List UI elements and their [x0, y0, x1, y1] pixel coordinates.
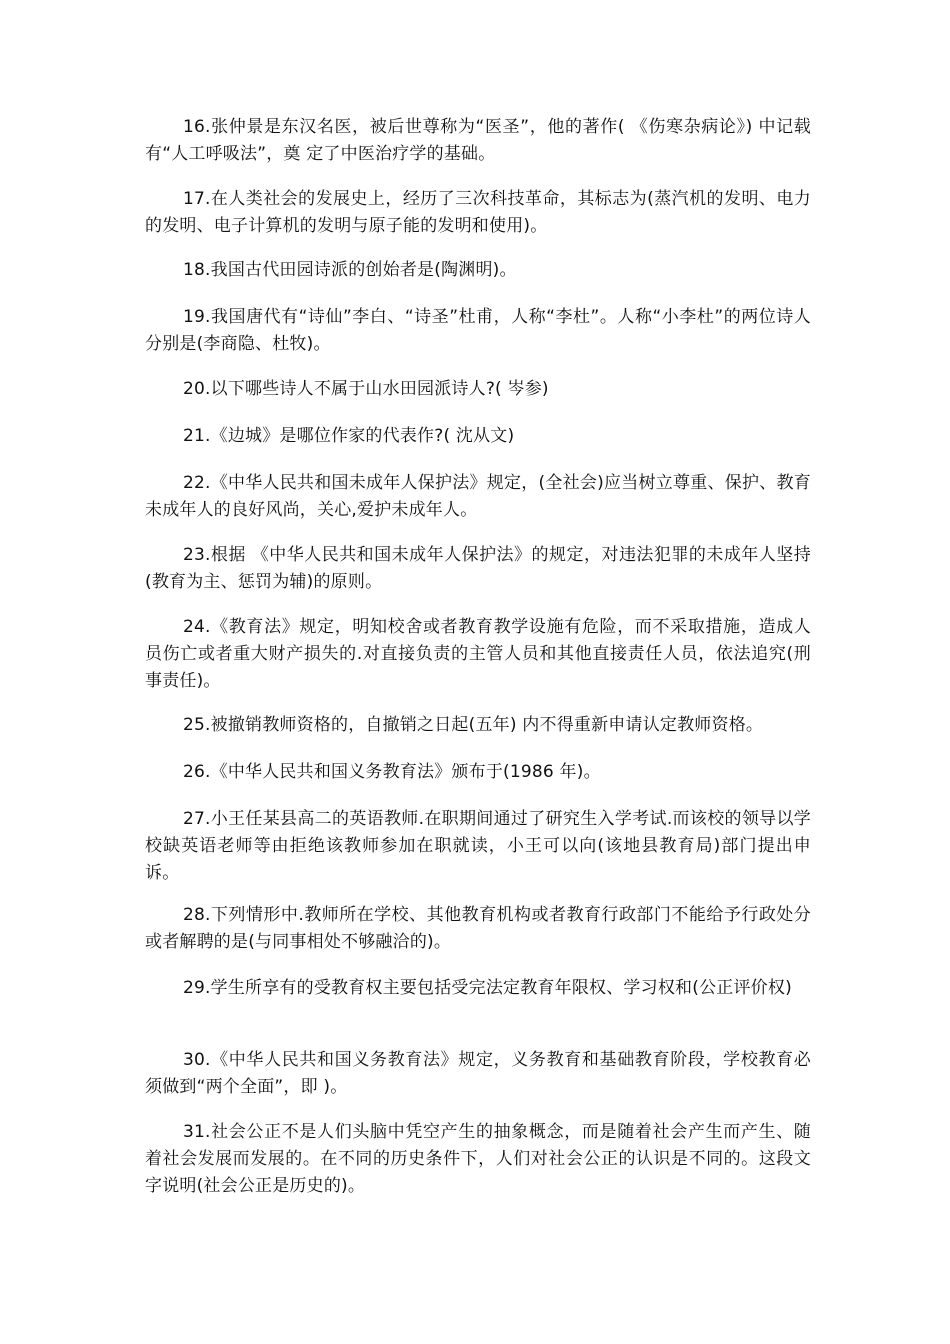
- question-23: 23.根据 《中华人民共和国未成年人保护法》的规定，对违法犯罪的未成年人坚持(教育为主、惩罚为辅)的原则。: [145, 545, 811, 592]
- question-31: 31.社会公正不是人们头脑中凭空产生的抽象概念，而是随着社会产生而产生、随着社会发展而发展的。在不同的历史条件下，人们对社会公正的认识是不同的。这段文字说明(社会公正是历史的)。: [145, 1122, 811, 1196]
- question-20: 20.以下哪些诗人不属于山水田园派诗人?( 岑参): [183, 379, 549, 399]
- question-16: 16.张仲景是东汉名医，被后世尊称为“医圣”，他的著作( 《伤寒杂病论》) 中记载有“人工呼吸法”，奠 定了中医治疗学的基础。: [145, 117, 811, 164]
- question-19: 19.我国唐代有“诗仙”李白、“诗圣”杜甫，人称“李杜”。人称“小李杜”的两位诗人分别是(李商隐、杜牧)。: [145, 307, 811, 354]
- question-25: 25.被撤销教师资格的，自撤销之日起(五年) 内不得重新申请认定教师资格。: [183, 715, 764, 735]
- question-21: 21.《边城》是哪位作家的代表作?( 沈从文): [183, 426, 515, 446]
- question-27: 27.小王任某县高二的英语教师.在职期间通过了研究生入学考试.而该校的领导以学校缺英语老师等由拒绝该教师参加在职就读，小王可以向(该地县教育局)部门提出申诉。: [145, 809, 811, 883]
- question-30: 30.《中华人民共和国义务教育法》规定，义务教育和基础教育阶段，学校教育必须做到“两个全面”，即 )。: [145, 1050, 811, 1097]
- question-29: 29.学生所享有的受教育权主要包括受完法定教育年限权、学习权和(公正评价权): [183, 978, 792, 998]
- question-18: 18.我国古代田园诗派的创始者是(陶渊明)。: [183, 260, 517, 280]
- question-26: 26.《中华人民共和国义务教育法》颁布于(1986 年)。: [183, 762, 601, 782]
- question-24: 24.《教育法》规定，明知校舍或者教育教学设施有危险，而不采取措施，造成人员伤亡或者重大财产损失的.对直接负责的主管人员和其他直接责任人员，依法追究(刑事责任)。: [145, 617, 811, 691]
- question-17: 17.在人类社会的发展史上，经历了三次科技革命，其标志为(蒸汽机的发明、电力的发明、电子计算机的发明与原子能的发明和使用)。: [145, 189, 811, 236]
- question-28: 28.下列情形中.教师所在学校、其他教育机构或者教育行政部门不能给予行政处分或者解聘的是(与同事相处不够融洽的)。: [145, 905, 811, 952]
- question-22: 22.《中华人民共和国未成年人保护法》规定，(全社会)应当树立尊重、保护、教育未成年人的良好风尚，关心,爱护未成年人。: [145, 473, 811, 520]
